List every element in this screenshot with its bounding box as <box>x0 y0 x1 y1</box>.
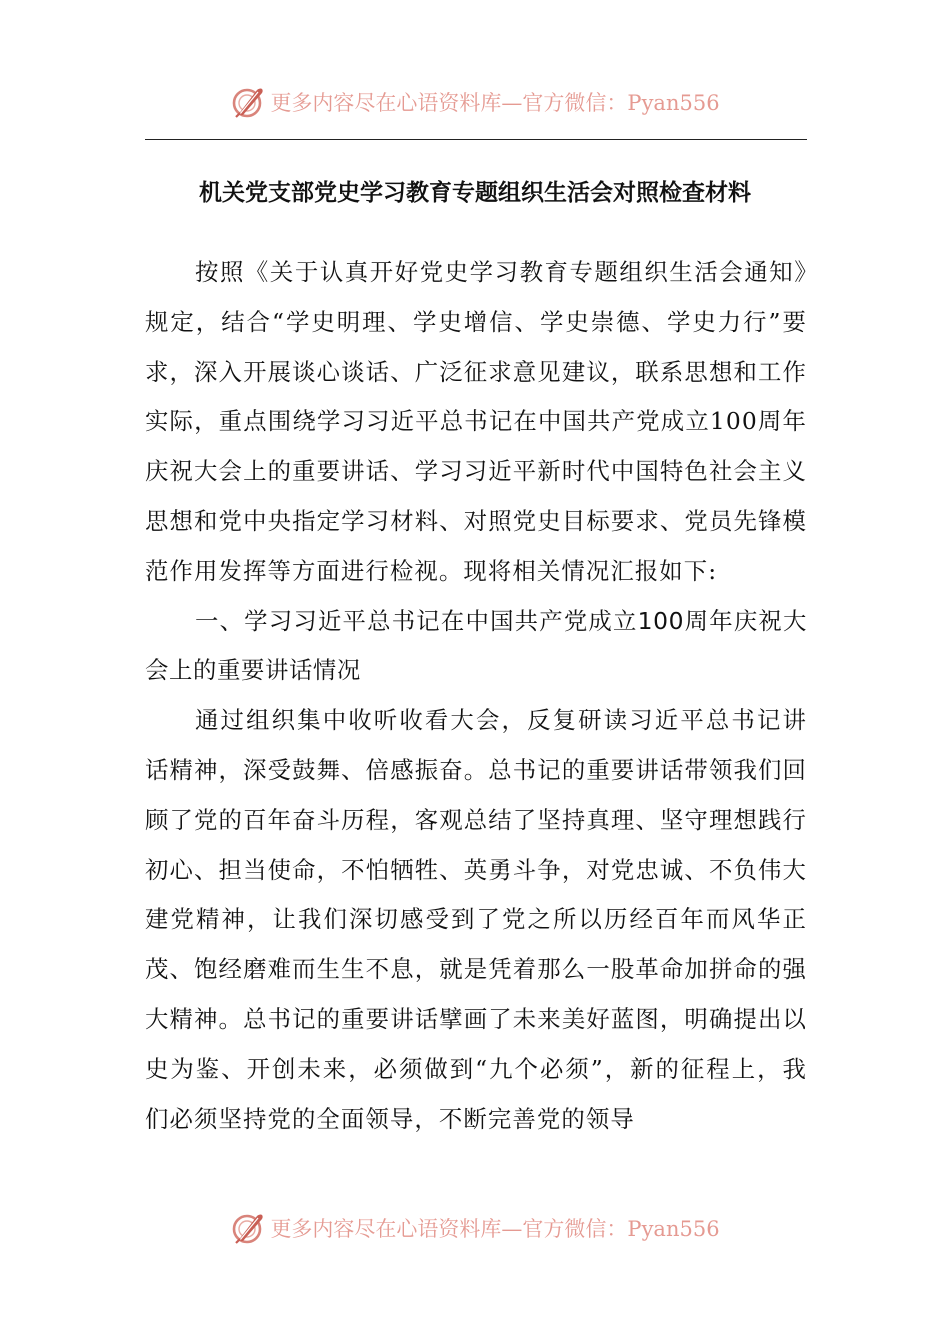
section-heading: 一、学习习近平总书记在中国共产党成立100周年庆祝大会上的重要讲话情况 <box>145 606 807 685</box>
header-banner-text: 更多内容尽在心语资料库—官方微信：Pyan556 <box>270 91 720 115</box>
quill-pen-icon <box>230 84 266 120</box>
document-title: 机关党支部党史学习教育专题组织生活会对照检查材料 <box>199 180 751 206</box>
quill-pen-icon <box>230 1210 266 1246</box>
intro-paragraph: 按照《关于认真开好党史学习教育专题组织生活会通知》规定，结合“学史明理、学史增信、学史崇德、学史力行”要求，深入开展谈心谈话、广泛征求意见建议，联系思想和工作实际，重点围绕学习习近平总书记在中国共产党成立100周年庆祝大会上的重要讲话、学习习近平新时代中国特色社会主义思想和党中央指定学习材料、对照党史目标要求、党员先锋模范作用发挥等方面进行检视。现将相关情况汇报如下: <box>145 258 807 585</box>
footer-banner-text: 更多内容尽在心语资料库—官方微信：Pyan556 <box>270 1217 720 1241</box>
footer-banner <box>0 1204 950 1252</box>
header-banner-content <box>230 84 719 120</box>
footer-banner-content <box>230 1210 719 1246</box>
header-banner <box>0 78 950 126</box>
header-divider <box>145 139 807 140</box>
document-body <box>145 248 807 1144</box>
section-paragraph: 通过组织集中收听收看大会，反复研读习近平总书记讲话精神，深受鼓舞、倍感振奋。总书记的重要讲话带领我们回顾了党的百年奋斗历程，客观总结了坚持真理、坚守理想践行初心、担当使命，不怕牺牲、英勇斗争，对党忠诚、不负伟大建党精神，让我们深切感受到了党之所以历经百年而风华正茂、饱经磨难而生生不息，就是凭着那么一股革命加拼命的强大精神。总书记的重要讲话擘画了未来美好蓝图，明确提出以史为鉴、开创未来，必须做到“九个必须”，新的征程上，我们必须坚持党的全面领导，不断完善党的领导 <box>145 706 807 1133</box>
